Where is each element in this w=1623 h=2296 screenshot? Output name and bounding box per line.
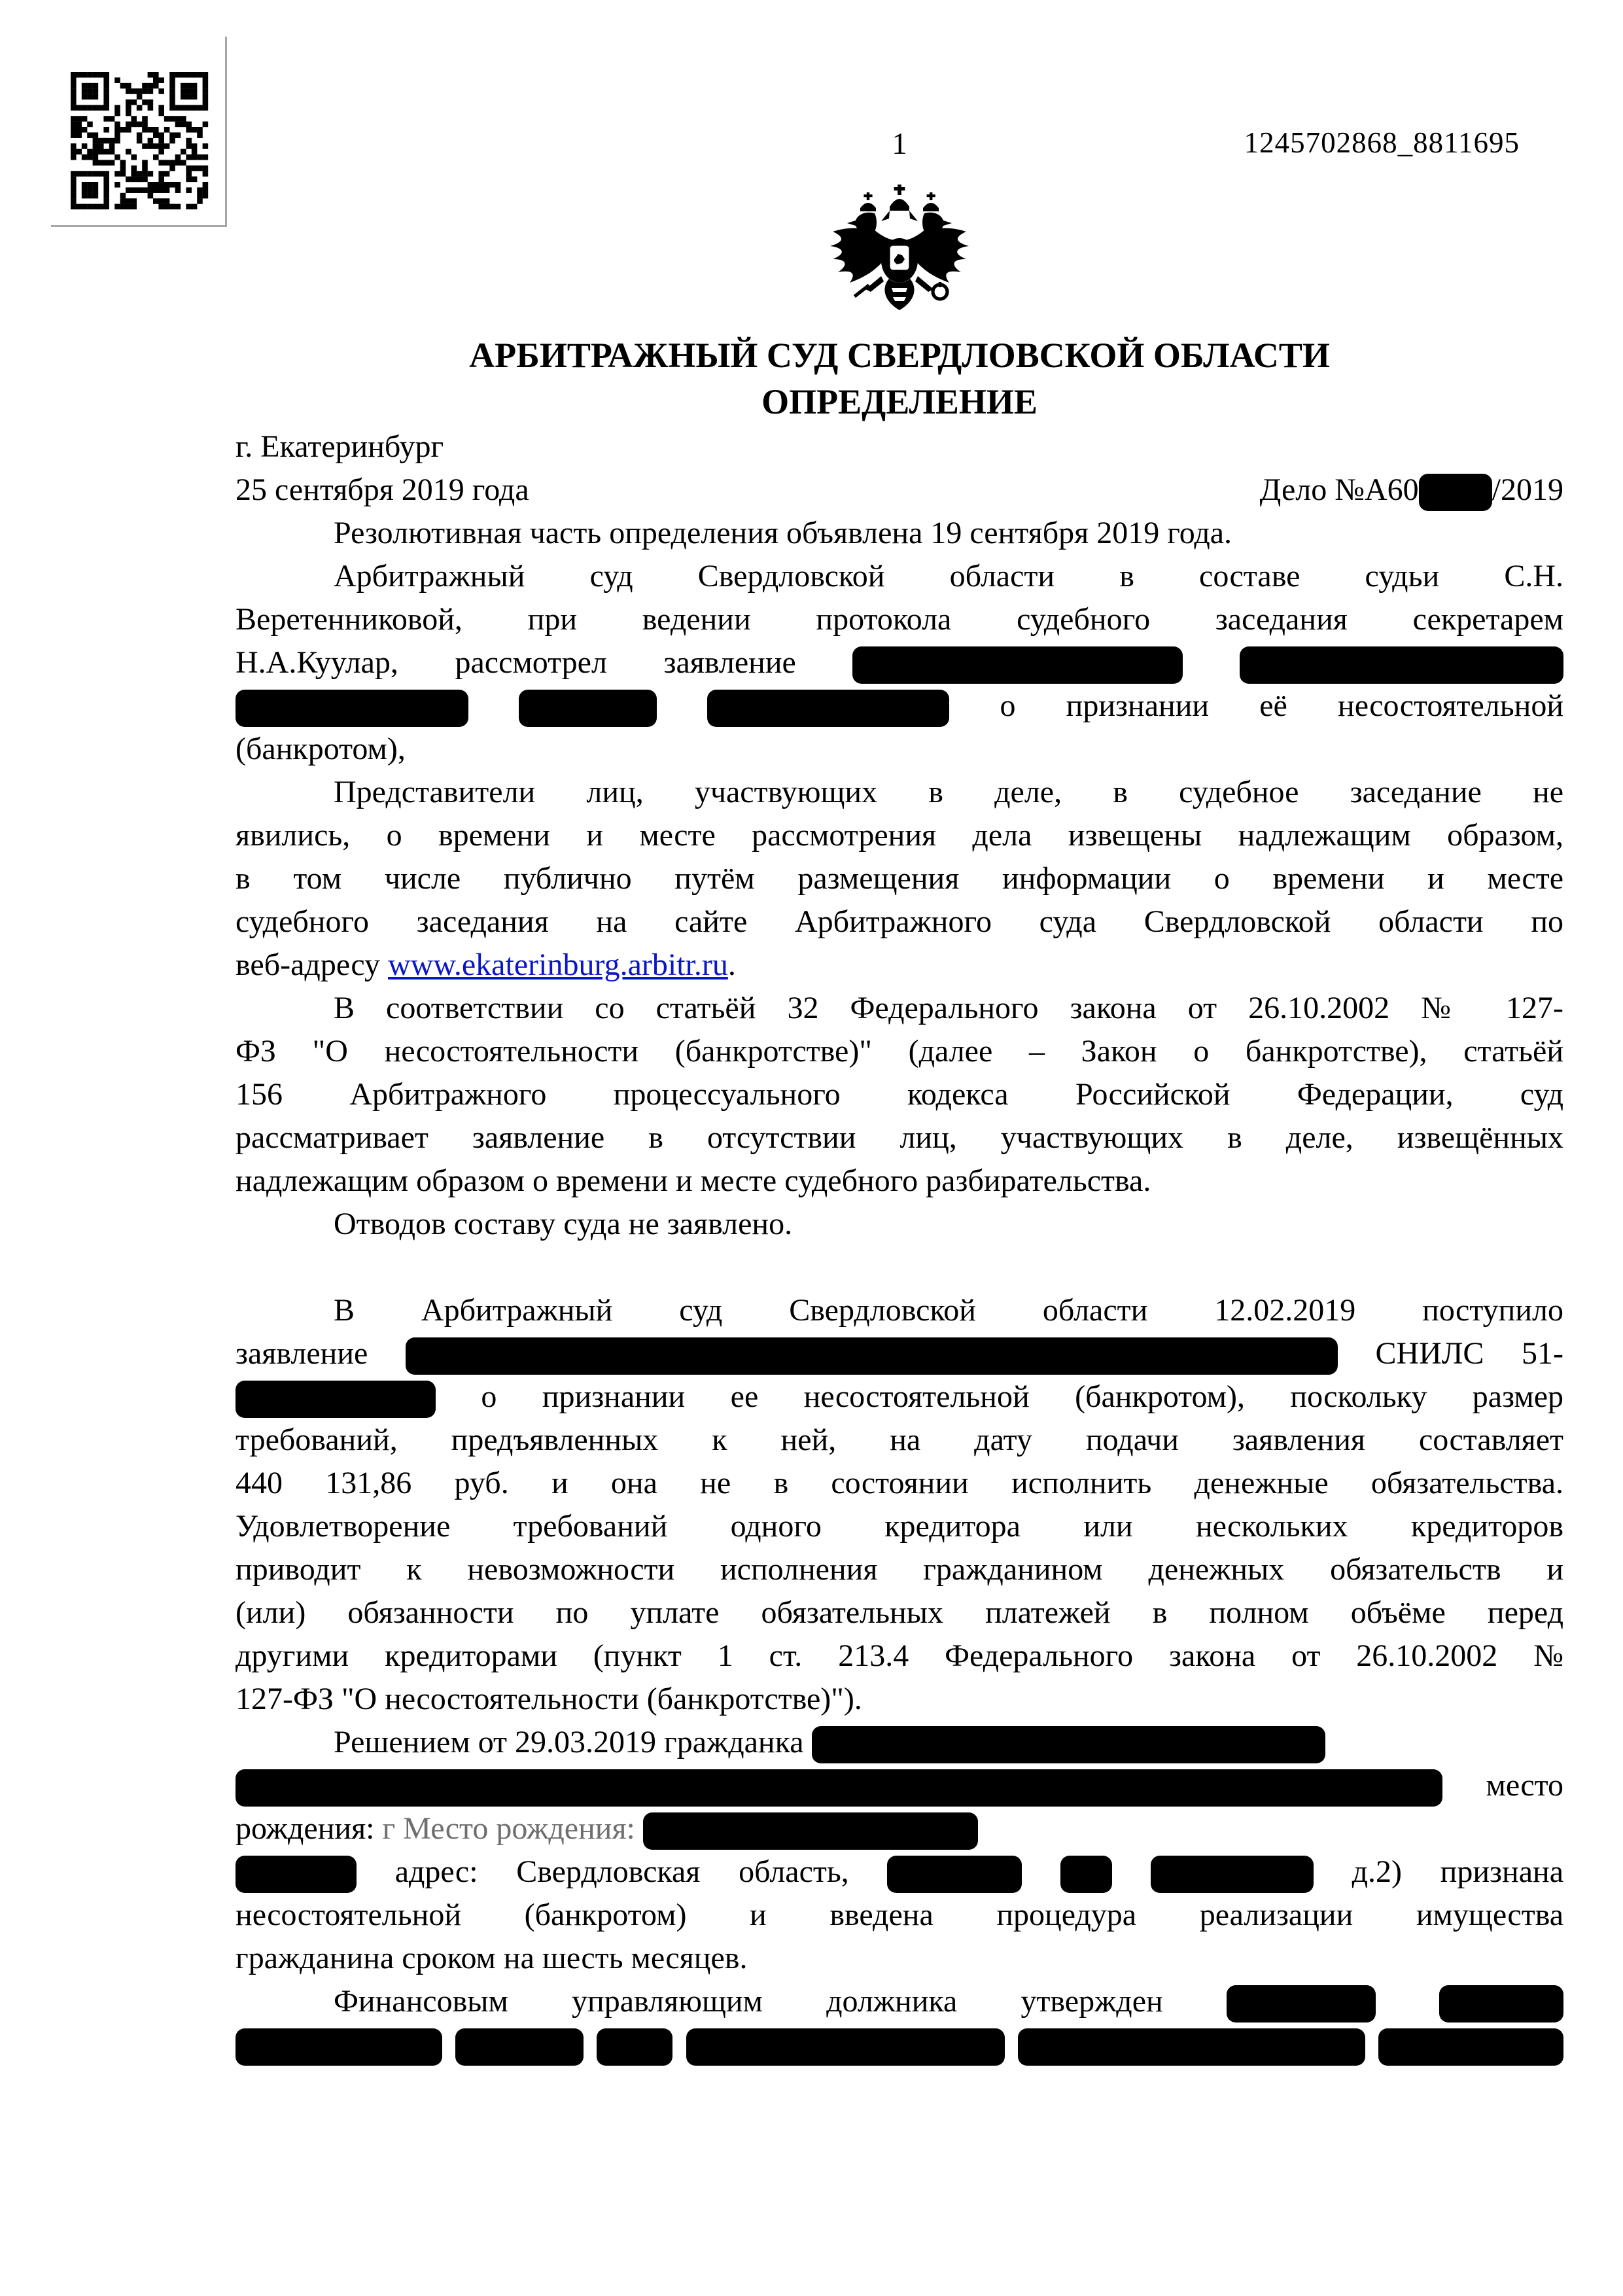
text-line xyxy=(236,814,1563,857)
text-line xyxy=(236,555,1563,598)
text-run: рассматривает заявление в отсутствии лиц, участвующих в деле, извещённых xyxy=(236,1120,1563,1155)
text-line xyxy=(236,598,1563,641)
text-run: несостоятельной (банкротом) и введена процедура реализации имущества xyxy=(236,1898,1563,1932)
text-line xyxy=(236,1505,1563,1548)
redaction-bar xyxy=(236,2028,442,2066)
text-run: заявление xyxy=(236,1336,368,1371)
redaction-bar xyxy=(1018,2028,1365,2066)
text-run: Отводов составу суда не заявлено. xyxy=(334,1207,793,1241)
body-lines xyxy=(236,425,1563,2066)
case-number xyxy=(1260,468,1563,512)
text-line xyxy=(236,1937,1563,1980)
redaction-bar xyxy=(852,646,1183,684)
text-run: г. Екатеринбург xyxy=(236,429,444,464)
text-line xyxy=(236,641,1563,684)
text-run: /2019 xyxy=(1492,472,1563,507)
text-run: судебного заседания на сайте Арбитражного суда Свердловской области по xyxy=(236,904,1563,939)
text-line xyxy=(236,1591,1563,1634)
text-run: г Место рождения: xyxy=(382,1811,643,1846)
text-line xyxy=(236,1246,1563,1289)
redaction-bar xyxy=(707,690,949,727)
document-type-title: ОПРЕДЕЛЕНИЕ xyxy=(761,382,1038,421)
text-line xyxy=(236,1116,1563,1159)
redaction-bar xyxy=(1439,1985,1563,2022)
date-text xyxy=(236,468,529,512)
redaction-bar xyxy=(812,1726,1325,1763)
text-run: о признании её несостоятельной xyxy=(1000,688,1563,723)
date-case-line xyxy=(236,468,1563,512)
redaction-bar xyxy=(236,1769,1442,1807)
qr-code-icon xyxy=(69,72,209,209)
text-run: надлежащим образом о времени и месте судебного разбирательства. xyxy=(236,1163,1151,1198)
text-run: (или) обязанности по уплате обязательных платежей в полном объёме перед xyxy=(236,1595,1563,1630)
page-number: 1 xyxy=(892,127,907,161)
redaction-bar xyxy=(406,1337,1338,1375)
document-id: 1245702868_8811695 xyxy=(1244,126,1520,159)
text-line xyxy=(236,1419,1563,1462)
redaction-bar xyxy=(1419,474,1492,511)
redaction-bar xyxy=(887,1856,1022,1893)
text-run: гражданина сроком на шесть месяцев. xyxy=(236,1941,748,1975)
qr-code-frame xyxy=(51,37,227,227)
city-line xyxy=(236,425,1563,468)
text-run: д.2) признана xyxy=(1352,1854,1563,1889)
text-run: рождения: xyxy=(236,1811,383,1846)
text-line xyxy=(236,1159,1563,1203)
text-line xyxy=(236,900,1563,944)
text-run: о признании ее несостоятельной (банкротом), поскольку размер xyxy=(481,1379,1563,1414)
redaction-bar xyxy=(1227,1985,1376,2022)
redaction-bar xyxy=(597,2028,672,2066)
redaction-bar xyxy=(1240,646,1563,684)
redaction-bar xyxy=(455,2028,584,2066)
text-line xyxy=(236,1030,1563,1073)
text-line xyxy=(236,1980,1563,2023)
text-line xyxy=(236,1678,1563,1721)
text-line xyxy=(236,2023,1563,2066)
text-run: 127-ФЗ "О несостоятельности (банкротстве)"). xyxy=(236,1682,862,1716)
text-run: . xyxy=(727,947,736,982)
text-line xyxy=(236,771,1563,814)
text-line xyxy=(236,1375,1563,1419)
text-run: место xyxy=(1486,1768,1563,1803)
text-line xyxy=(236,1289,1563,1332)
text-run: Арбитражный суд Свердловской области в составе судьи С.Н. xyxy=(334,559,1563,593)
text-line xyxy=(236,1548,1563,1591)
text-line xyxy=(236,1807,1563,1850)
text-run: другими кредиторами (пункт 1 ст. 213.4 Федерального закона от 26.10.2002 № xyxy=(236,1638,1563,1673)
redaction-bar xyxy=(1378,2028,1563,2066)
text-run: 440 131,86 руб. и она не в состоянии исполнить денежные обязательства. xyxy=(236,1466,1563,1500)
text-line xyxy=(236,684,1563,728)
text-run: (банкротом), xyxy=(236,732,406,766)
text-run: 156 Арбитражного процессуального кодекса Российской Федерации, суд xyxy=(236,1077,1563,1112)
weblink-line xyxy=(236,944,1563,987)
text-line xyxy=(236,857,1563,900)
text-run: Веретенниковой, при ведении протокола судебного заседания секретарем xyxy=(236,602,1563,637)
text-line xyxy=(236,1894,1563,1937)
redaction-bar xyxy=(643,1812,978,1850)
text-run: приводит к невозможности исполнения гражданином денежных обязательств и xyxy=(236,1552,1563,1587)
text-line xyxy=(236,1462,1563,1505)
redaction-bar xyxy=(236,1856,357,1893)
text-run: адрес: Свердловская область, xyxy=(394,1854,849,1889)
text-run: В соответствии со статьёй 32 Федерального закона от 26.10.2002 № 127- xyxy=(334,991,1563,1025)
text-run: веб-адресу xyxy=(236,947,388,982)
text-run: Резолютивная часть определения объявлена 19 сентября 2019 года. xyxy=(334,516,1232,550)
text-line xyxy=(236,1764,1563,1807)
text-run: в том числе публично путём размещения информации о времени и месте xyxy=(236,861,1563,896)
text-run: явились, о времени и месте рассмотрения дела извещены надлежащим образом, xyxy=(236,818,1563,853)
text-line xyxy=(236,1073,1563,1116)
redaction-bar xyxy=(236,1381,436,1418)
text-run: В Арбитражный суд Свердловской области 12.02.2019 поступило xyxy=(334,1293,1563,1328)
text-run: ФЗ "О несостоятельности (банкротстве)" (далее – Закон о банкротстве), статьёй xyxy=(236,1034,1563,1069)
redaction-bar xyxy=(1151,1856,1314,1893)
text-line xyxy=(236,1850,1563,1894)
resolutive-part-line xyxy=(236,512,1563,555)
text-line xyxy=(236,1721,1563,1764)
text-run: Представители лиц, участвующих в деле, в судебное заседание не xyxy=(334,775,1563,809)
text-line xyxy=(236,728,1563,771)
text-line xyxy=(236,1203,1563,1246)
text-run: Н.А.Куулар, рассмотрел заявление xyxy=(236,645,796,680)
double-headed-eagle-emblem-icon xyxy=(816,184,983,332)
text-line xyxy=(236,987,1563,1030)
court-website-link[interactable]: www.ekaterinburg.arbitr.ru xyxy=(388,947,728,982)
text-run: Финансовым управляющим должника утвержден xyxy=(334,1984,1163,2019)
document-body xyxy=(236,332,1563,2066)
redaction-bar xyxy=(686,2028,1005,2066)
text-run: требований, предъявленных к ней, на дату подачи заявления составляет xyxy=(236,1422,1563,1457)
text-run: СНИЛС 51- xyxy=(1375,1336,1563,1371)
text-run: 25 сентября 2019 года xyxy=(236,472,529,507)
court-name-title: АРБИТРАЖНЫЙ СУД СВЕРДЛОВСКОЙ ОБЛАСТИ xyxy=(469,336,1330,375)
redaction-bar xyxy=(236,690,468,727)
redaction-bar xyxy=(519,690,657,727)
text-line xyxy=(236,1332,1563,1375)
redaction-bar xyxy=(1060,1856,1112,1893)
text-run: Дело №А60 xyxy=(1259,472,1419,507)
text-run: Решением от 29.03.2019 гражданка xyxy=(334,1725,804,1759)
text-line xyxy=(236,1634,1563,1678)
text-run: Удовлетворение требований одного кредитора или нескольких кредиторов xyxy=(236,1509,1563,1544)
